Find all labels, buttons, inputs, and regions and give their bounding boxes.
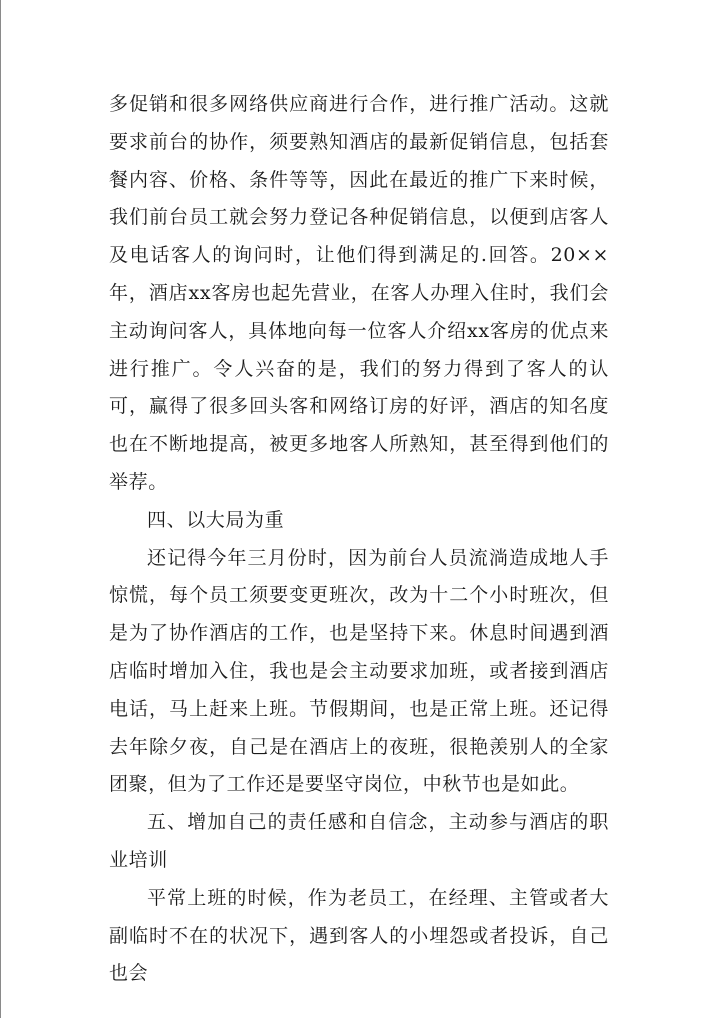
document-body (109, 86, 609, 993)
section-heading-responsibility-training: 五、增加自己的责任感和自信念，主动参与酒店的职业培训 (109, 811, 609, 871)
paragraph-shift-work: 还记得今年三月份时，因为前台人员流淌造成地人手惊慌，每个员工须要变更班次，改为十二个小时班次，但是为了协作酒店的工作，也是坚持下来。休息时间遇到酒店临时增加入住，我也是会主动要求加班，或者接到酒店电话，马上赶来上班。节假期间，也是正常上班。还记得去年除夕夜，自己是在酒店上的夜班，很艳羡别人的全家团聚，但为了工作还是要坚守岗位，中秋节也是如此。 (109, 546, 609, 796)
paragraph-promotion: 多促销和很多网络供应商进行合作，进行推广活动。这就要求前台的协作，须要熟知酒店的最新促销信息，包括套餐内容、价格、条件等等，因此在最近的推广下来时候，我们前台员工就会努力登记各种促销信息，以便到店客人及电话客人的询问时，让他们得到满足的.回答。20××年，酒店xx客房也起先营业，在客人办理入住时，我们会主动询问客人，具体地向每一位客人介绍xx客房的优点来进行推广。令人兴奋的是，我们的努力得到了客人的认可，赢得了很多回头客和网络订房的好评，酒店的知名度也在不断地提高，被更多地客人所熟知，甚至得到他们的举荐。 (109, 93, 609, 493)
section-heading-overall-situation: 四、以大局为重 (147, 508, 285, 531)
paragraph-senior-staff: 平常上班的时候，作为老员工，在经理、主管或者大副临时不在的状况下，遇到客人的小埋怨或者投诉，自己也会 (109, 886, 609, 985)
